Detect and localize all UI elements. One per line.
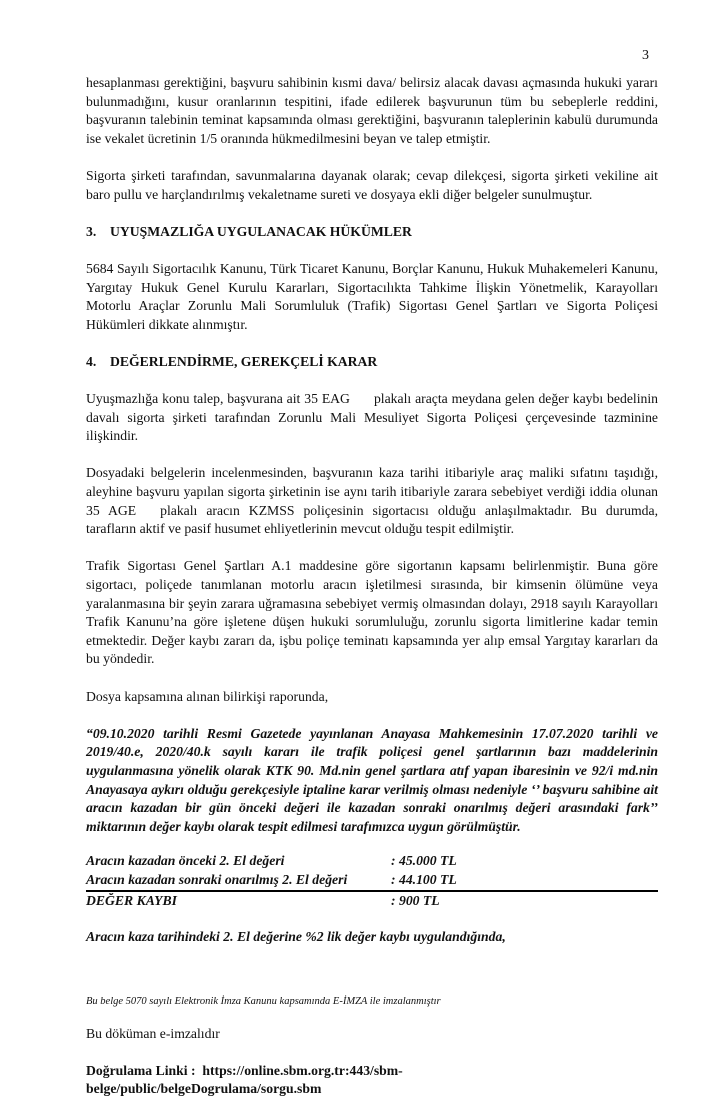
- document-body: [86, 74, 658, 1098]
- section-heading-applicable-provisions: [86, 223, 658, 242]
- section-title: UYUŞMAZLIĞA UYGULANACAK HÜKÜMLER: [110, 223, 412, 239]
- page-number: 3: [642, 48, 649, 63]
- section-number: 3.: [86, 223, 97, 239]
- valuation-label: Aracın kazadan önceki 2. El değeri: [86, 853, 285, 869]
- text-segment: plakalı aracın KZMSS poliçesinin sigortacısı olduğu anlaşılmaktadır. Bu durumda, tarafların aktif ve pasif husumet ehliyetlerinin mevcut olduğu tespit edilmiştir.: [86, 502, 659, 537]
- valuation-value: : 45.000 TL: [391, 853, 457, 869]
- valuation-total-label: DEĞER KAYBI: [86, 892, 177, 908]
- text-segment: Dosyadaki belgelerin incelenmesinden, başvuranın kaza tarihi itibariyle araç maliki sıfatını taşıdığı, aleyhine başvuru yapılan sigorta şirketinin ise aynı tarih itibariyle zarara sebebiyet verdiği iddia olunan 35 AGE: [86, 465, 658, 518]
- valuation-row: [86, 871, 658, 890]
- paragraph-insurance-scope: Trafik Sigortası Genel Şartları A.1 maddesine göre sigortanın kapsamı belirlenmiştir. Buna göre sigortacı, poliçede tanımlanan motorlu aracın işletilmesi sırasında, bir kimsenin ölümüne veya yaralanmasına bir şeyin zarara uğramasına sebebiyet vermiş olmasından dolayı, 2918 sayılı Karayolları Trafik Kanunu’na göre işletene düşen hukuki sorumluluğu, zorunlu sigorta limitlerine kadar temin etmektedir. Değer kaybı zararı da, işbu poliçe teminatı kapsamında yer alıp emsal Yargıtay kararları da bu yöndedir.: [86, 558, 658, 667]
- section-number: 4.: [86, 353, 97, 369]
- section-title: DEĞERLENDİRME, GEREKÇELİ KARAR: [110, 353, 378, 369]
- verification-label: Doğrulama Linki :: [86, 1062, 196, 1078]
- text-segment: Uyuşmazlığa konu talep, başvurana ait 35 EAG: [86, 391, 350, 407]
- verification-link-block: [86, 1062, 658, 1098]
- verification-url-line2[interactable]: belge/public/belgeDogrulama/sorgu.sbm: [86, 1080, 322, 1096]
- paragraph-defense-claims: hesaplanması gerektiğini, başvuru sahibinin kısmi dava/ belirsiz alacak davası açmasında hukuki yararı bulunmadığını, kusur oranlarının tespitini, ifade edilerek başvurunun tüm bu sebeplerle reddini, başvuranın talebinin teminat kapsamında olması gerektiğini, başvuranın taleplerinin kabulü durumunda ise vekalet ücretinin 1/5 oranında hükmedilmesini beyan ve talep etmiştir.: [86, 75, 658, 146]
- text-segment: plakalı araçta meydana gelen değer kaybı bedelinin davalı sigorta şirketi tarafından Zorunlu Mali Mesuliyet Sigorta Poliçesi çerçevesinde tazminine ilişkindir.: [86, 391, 658, 444]
- depreciation-note: Aracın kaza tarihindeki 2. El değerine %2 lik değer kaybı uygulandığında,: [86, 929, 506, 945]
- esignature-notice: Bu belge 5070 sayılı Elektronik İmza Kanunu kapsamında E-İMZA ile imzalanmıştır: [86, 995, 441, 1007]
- paragraph-document-review: [86, 464, 658, 538]
- paragraph-submitted-documents: Sigorta şirketi tarafından, savunmalarına dayanak olarak; cevap dilekçesi, sigorta şirketi vekiline ait baro pullu ve harçlandırılmış vekaletname sureti ve dosyaya ekli diğer belgeler sunulmuştur.: [86, 167, 658, 202]
- valuation-label: Aracın kazadan sonraki onarılmış 2. El değeri: [86, 871, 348, 887]
- valuation-row: [86, 852, 658, 871]
- valuation-table: [86, 852, 658, 910]
- paragraph-dispute-subject: [86, 390, 658, 446]
- section-heading-evaluation: [86, 353, 658, 372]
- edocument-notice: Bu döküman e-imzalıdır: [86, 1026, 220, 1042]
- valuation-value: : 44.100 TL: [391, 871, 457, 887]
- expert-report-quote: “09.10.2020 tarihli Resmi Gazetede yayınlanan Anayasa Mahkemesinin 17.07.2020 tarihli ve 2019/40.e, 2020/40.k sayılı kararı ile trafik poliçesi genel şartlarının bazı maddelerinin uygulanmasına yönelik olarak KTK 90. Md.nin genel şartlara atıf yapan ibaresinin ve 92/i md.nin Anayasaya aykırı olduğu gerekçesiyle iptaline karar verilmiş olması nedeniyle ‘’ başvuru sahibine ait aracın kazadan bir gün önceki değeri ile kazadan sonraki onarılmış değeri arasındaki fark’’ miktarının değer kaybı olarak tespit edilmesi tarafımızca uygun görülmüştür.: [86, 725, 658, 834]
- valuation-total-value: : 900 TL: [391, 892, 440, 908]
- paragraph-applicable-laws: 5684 Sayılı Sigortacılık Kanunu, Türk Ticaret Kanunu, Borçlar Kanunu, Hukuk Muhakemeleri Kanunu, Yargıtay Hukuk Genel Kurulu Kararları, Sigortacılıkta Tahkime İlişkin Yönetmelik, Karayolları Motorlu Araçlar Zorunlu Mali Sorumluluk (Trafik) Sigortası Genel Şartları ve Sigorta Poliçesi Hükümleri dikkate alınmıştır.: [86, 260, 658, 332]
- verification-url-line1[interactable]: https://online.sbm.org.tr:443/sbm-: [202, 1062, 403, 1078]
- valuation-total-row: [86, 892, 658, 911]
- paragraph-expert-report-intro: Dosya kapsamına alınan bilirkişi raporunda,: [86, 688, 329, 704]
